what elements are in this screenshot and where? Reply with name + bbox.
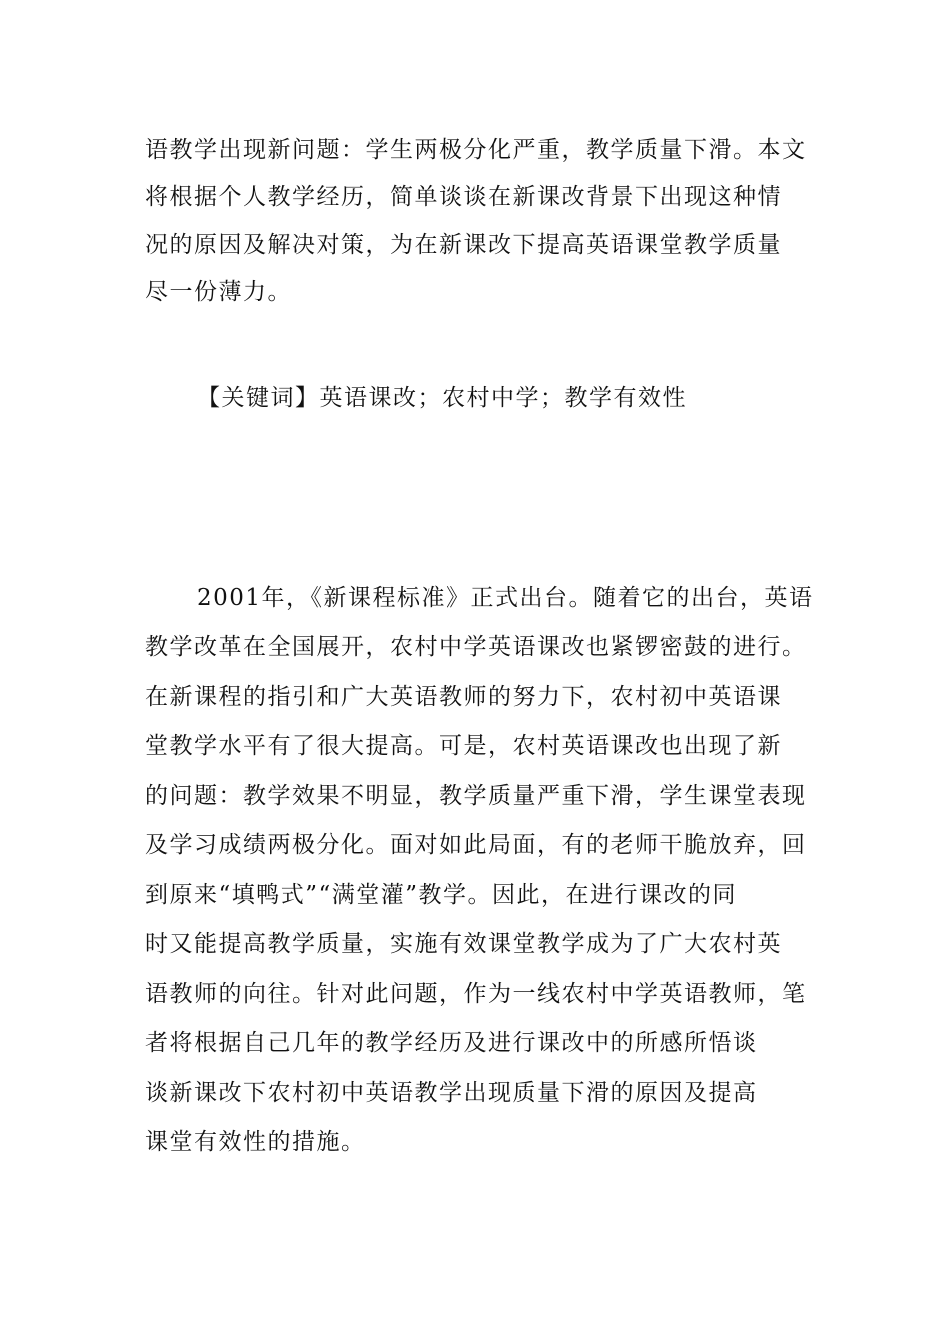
abstract-line: 况的原因及解决对策，为在新课改下提高英语课堂教学质量: [145, 232, 782, 258]
abstract-line: 语教学出现新问题：学生两极分化严重，教学质量下滑。本文: [145, 137, 807, 163]
body-line: 到原来“填鸭式”“满堂灌”教学。因此，在进行课改的同: [145, 882, 738, 908]
body-line: 在新课程的指引和广大英语教师的努力下，农村初中英语课: [145, 684, 782, 710]
body-line: 者将根据自己几年的教学经历及进行课改中的所感所悟谈: [145, 1030, 758, 1056]
body-line: 2001年，《新课程标准》正式出台。随着它的出台，英语: [197, 585, 814, 611]
body-line: 时又能提高教学质量，实施有效课堂教学成为了广大农村英: [145, 931, 782, 957]
keywords-line: 【关键词】英语课改；农村中学；教学有效性: [197, 385, 687, 411]
body-line: 谈新课改下农村初中英语教学出现质量下滑的原因及提高: [145, 1080, 758, 1106]
abstract-line: 将根据个人教学经历，简单谈谈在新课改背景下出现这种情: [145, 184, 782, 210]
body-line: 的问题：教学效果不明显，教学质量严重下滑，学生课堂表现: [145, 783, 807, 809]
body-line: 堂教学水平有了很大提高。可是，农村英语课改也出现了新: [145, 733, 782, 759]
body-line: 及学习成绩两极分化。面对如此局面，有的老师干脆放弃，回: [145, 832, 807, 858]
body-line: 语教师的向往。针对此问题，作为一线农村中学英语教师，笔: [145, 981, 807, 1007]
body-line: 教学改革在全国展开，农村中学英语课改也紧锣密鼓的进行。: [145, 634, 807, 660]
body-line: 课堂有效性的措施。: [145, 1129, 366, 1155]
abstract-line: 尽一份薄力。: [145, 279, 292, 305]
